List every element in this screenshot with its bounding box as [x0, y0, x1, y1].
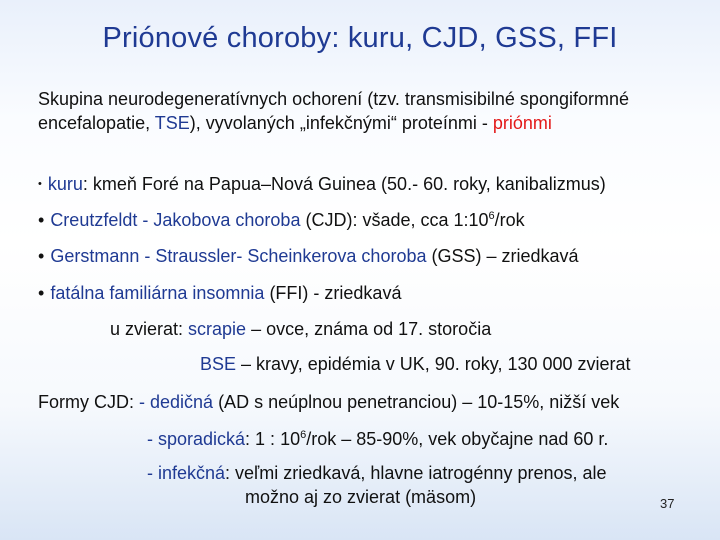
tse-term: TSE	[154, 113, 190, 133]
ffi-term: fatálna familiárna insomnia	[50, 283, 265, 303]
animals-text-1a: u zvierat:	[110, 319, 189, 339]
sporadic-tail: /rok – 85-90%, vek obyčajne nad 60 r.	[306, 429, 609, 449]
bullet-cjd	[38, 209, 525, 231]
sporadic-exponent: 6	[300, 429, 307, 441]
cjd-tail: /rok	[494, 210, 525, 230]
animals-line-2	[200, 353, 631, 375]
cjd-term: Creutzfeldt - Jakobova choroba	[50, 210, 301, 230]
animals-line-1	[110, 318, 491, 340]
bullet-marker: •	[38, 178, 42, 190]
bullet-kuru	[38, 173, 606, 195]
kuru-text: : kmeň Foré na Papua–Nová Guinea (50.- 60. roky, kanibalizmus)	[82, 174, 606, 194]
infectious-text: : veľmi zriedkavá, hlavne iatrogénny prenos, ale	[225, 463, 607, 483]
forms-line-infectious-2	[245, 486, 476, 508]
animals-text-1b: – ovce, známa od 17. storočia	[246, 319, 492, 339]
hereditary-text: (AD s neúplnou penetranciou) – 10-15%, nižší vek	[213, 392, 620, 412]
kuru-term: kuru	[47, 174, 83, 194]
page-number: 37	[660, 496, 675, 511]
prions-term: priónmi	[492, 113, 552, 133]
hereditary-term: - dedičná	[139, 392, 214, 412]
bullet-ffi	[38, 282, 401, 304]
scrapie-term: scrapie	[188, 319, 247, 339]
infectious-term: - infekčná	[147, 463, 226, 483]
forms-label: Formy CJD:	[38, 392, 139, 412]
bullet-gss	[38, 245, 579, 267]
intro-text-2b: ), vyvolaných „infekčnými“ proteínmi -	[189, 113, 493, 133]
animals-text-2: – kravy, epidémia v UK, 90. roky, 130 000 zvierat	[236, 354, 631, 374]
bullet-marker: •	[38, 210, 45, 230]
cjd-exponent: 6	[488, 210, 495, 222]
gss-term: Gerstmann - Straussler- Scheinkerova choroba	[50, 246, 427, 266]
infectious-text-2: možno aj zo zvierat (mäsom)	[245, 487, 477, 507]
intro-text-2a: encefalopatie,	[38, 113, 155, 133]
bse-term: BSE	[200, 354, 237, 374]
slide-title: Priónové choroby: kuru, CJD, GSS, FFI	[102, 22, 618, 54]
gss-text: (GSS) – zriedkavá	[426, 246, 579, 266]
sporadic-text: : 1 : 10	[245, 429, 301, 449]
sporadic-term: - sporadická	[147, 429, 246, 449]
ffi-text: (FFI) - zriedkavá	[264, 283, 402, 303]
forms-line-hereditary	[38, 391, 619, 413]
forms-line-infectious	[147, 462, 607, 484]
bullet-marker: •	[38, 283, 45, 303]
intro-text-1: Skupina neurodegeneratívnych ochorení (tzv. transmisibilné spongiformné	[38, 89, 629, 109]
intro-line-2	[38, 112, 552, 134]
cjd-text: (CJD): všade, cca 1:10	[300, 210, 489, 230]
bullet-marker: •	[38, 246, 45, 266]
forms-line-sporadic	[147, 428, 608, 450]
intro-line-1	[38, 88, 629, 110]
